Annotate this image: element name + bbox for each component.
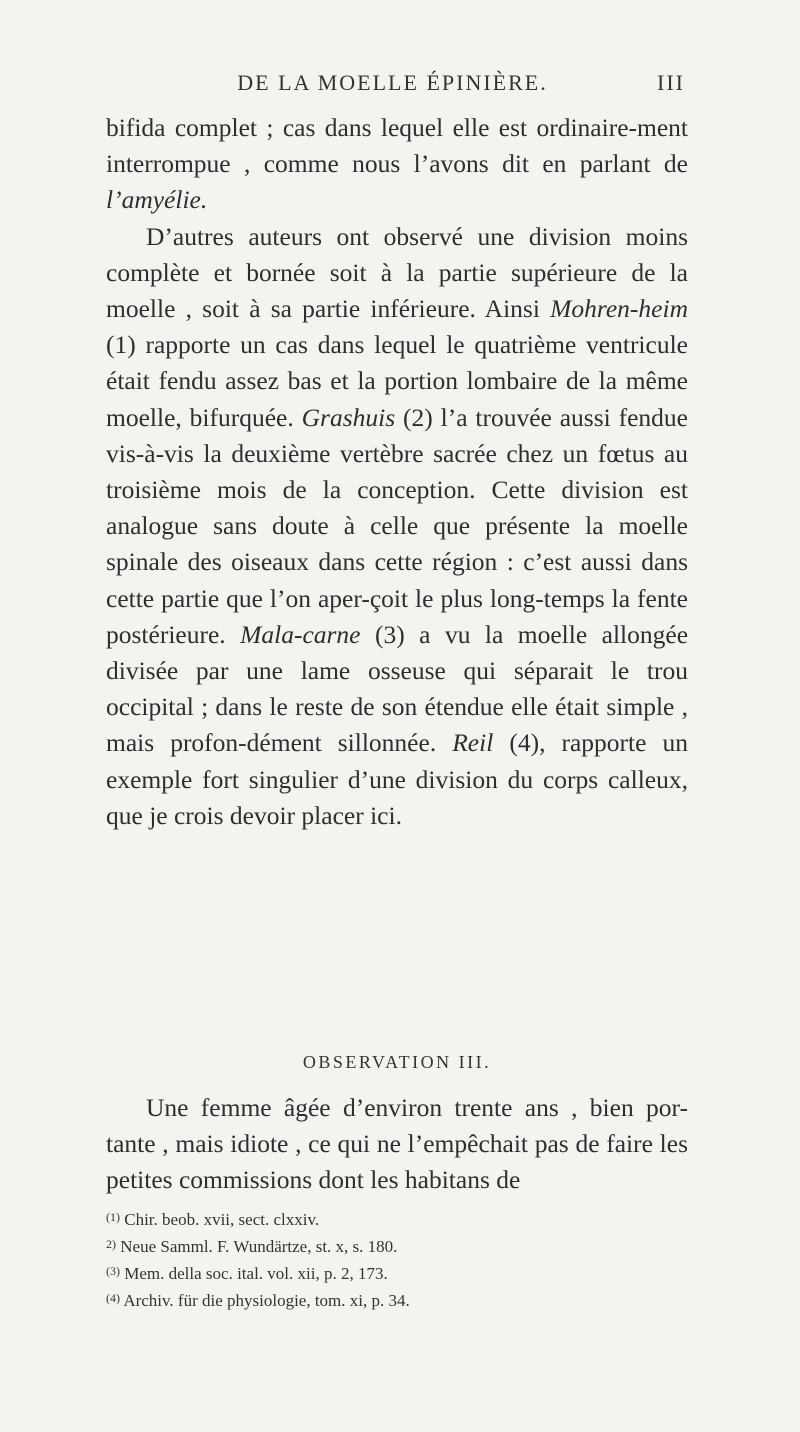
author-mohrenheim: Mohren-heim (550, 294, 688, 324)
footnote-mark: (3) (106, 1264, 120, 1278)
paragraph-2-text-2: (1) rapporte un cas dans lequel le quatrième ventricule était fendu assez bas et la portion lombaire de la même moelle, bifurquée. (106, 330, 688, 432)
footnote-mark: (4) (106, 1291, 120, 1305)
paragraph-2-text-5: (4), rapporte un exemple fort singulier d’une division du corps calleux, que je crois devoir placer ici. (106, 728, 688, 830)
page-header (100, 70, 685, 104)
body-text (106, 110, 688, 834)
page-number: III (657, 70, 685, 95)
paragraph-2-text-4: (3) a vu la moelle allongée divisée par une lame osseuse qui séparait le trou occipital ; dans le reste de son étendue elle était simple , mais profon-dément sillonnée. (106, 619, 689, 758)
footnote-mark: 2) (106, 1237, 116, 1251)
footnote-text: Mem. della soc. ital. vol. xii, p. 2, 173. (124, 1264, 388, 1283)
footnote-3 (106, 1259, 688, 1286)
paragraph-3: Une femme âgée d’environ trente ans , bien por-tante , mais idiote , ce qui ne l’empêchait pas de faire les petites commissions dont les habitans de (106, 1093, 688, 1194)
paragraph-2-text-1: D’autres auteurs ont observé une division moins complète et bornée soit à la partie supérieure de la moelle , soit à sa partie inférieure. Ainsi (106, 221, 688, 324)
footnote-2 (106, 1232, 688, 1259)
section-title: OBSERVATION III. (302, 1052, 492, 1072)
footnote-4 (106, 1286, 688, 1313)
author-reil: Reil (452, 728, 494, 758)
paragraph-2 (106, 219, 688, 834)
paragraph-1-italic-amyelie: l’amyélie. (106, 185, 208, 215)
author-grashuis: Grashuis (301, 402, 396, 432)
author-malacarne: Mala-carne (240, 619, 361, 649)
paragraph-2-text-3: (2) l’a trouvée aussi fendue vis-à-vis la deuxième vertèbre sacrée chez un fœtus au troisième mois de la conception. Cette division est analogue sans doute à celle que présente la moelle spinale des oiseaux dans cette région : c’est aussi dans cette partie que l’on aper-çoit le plus long-temps la fente postérieure. (106, 402, 688, 649)
paragraph-1-text-1: bifida complet ; cas dans lequel elle est ordinaire-ment interrompue , comme nous l’avons dit en parlant de (106, 113, 688, 179)
running-title: DE LA MOELLE ÉPINIÈRE. (237, 70, 548, 95)
paragraph-1 (106, 110, 688, 219)
footnote-text: Chir. beob. xvii, sect. clxxiv. (124, 1210, 320, 1229)
footnote-text: Neue Samml. F. Wundärtze, st. x, s. 180. (120, 1237, 398, 1256)
footnote-text: Archiv. für die physiologie, tom. xi, p. 34. (123, 1291, 410, 1310)
footnote-1 (106, 1205, 688, 1232)
footnotes (106, 1205, 688, 1313)
footnote-mark: (1) (106, 1210, 120, 1224)
